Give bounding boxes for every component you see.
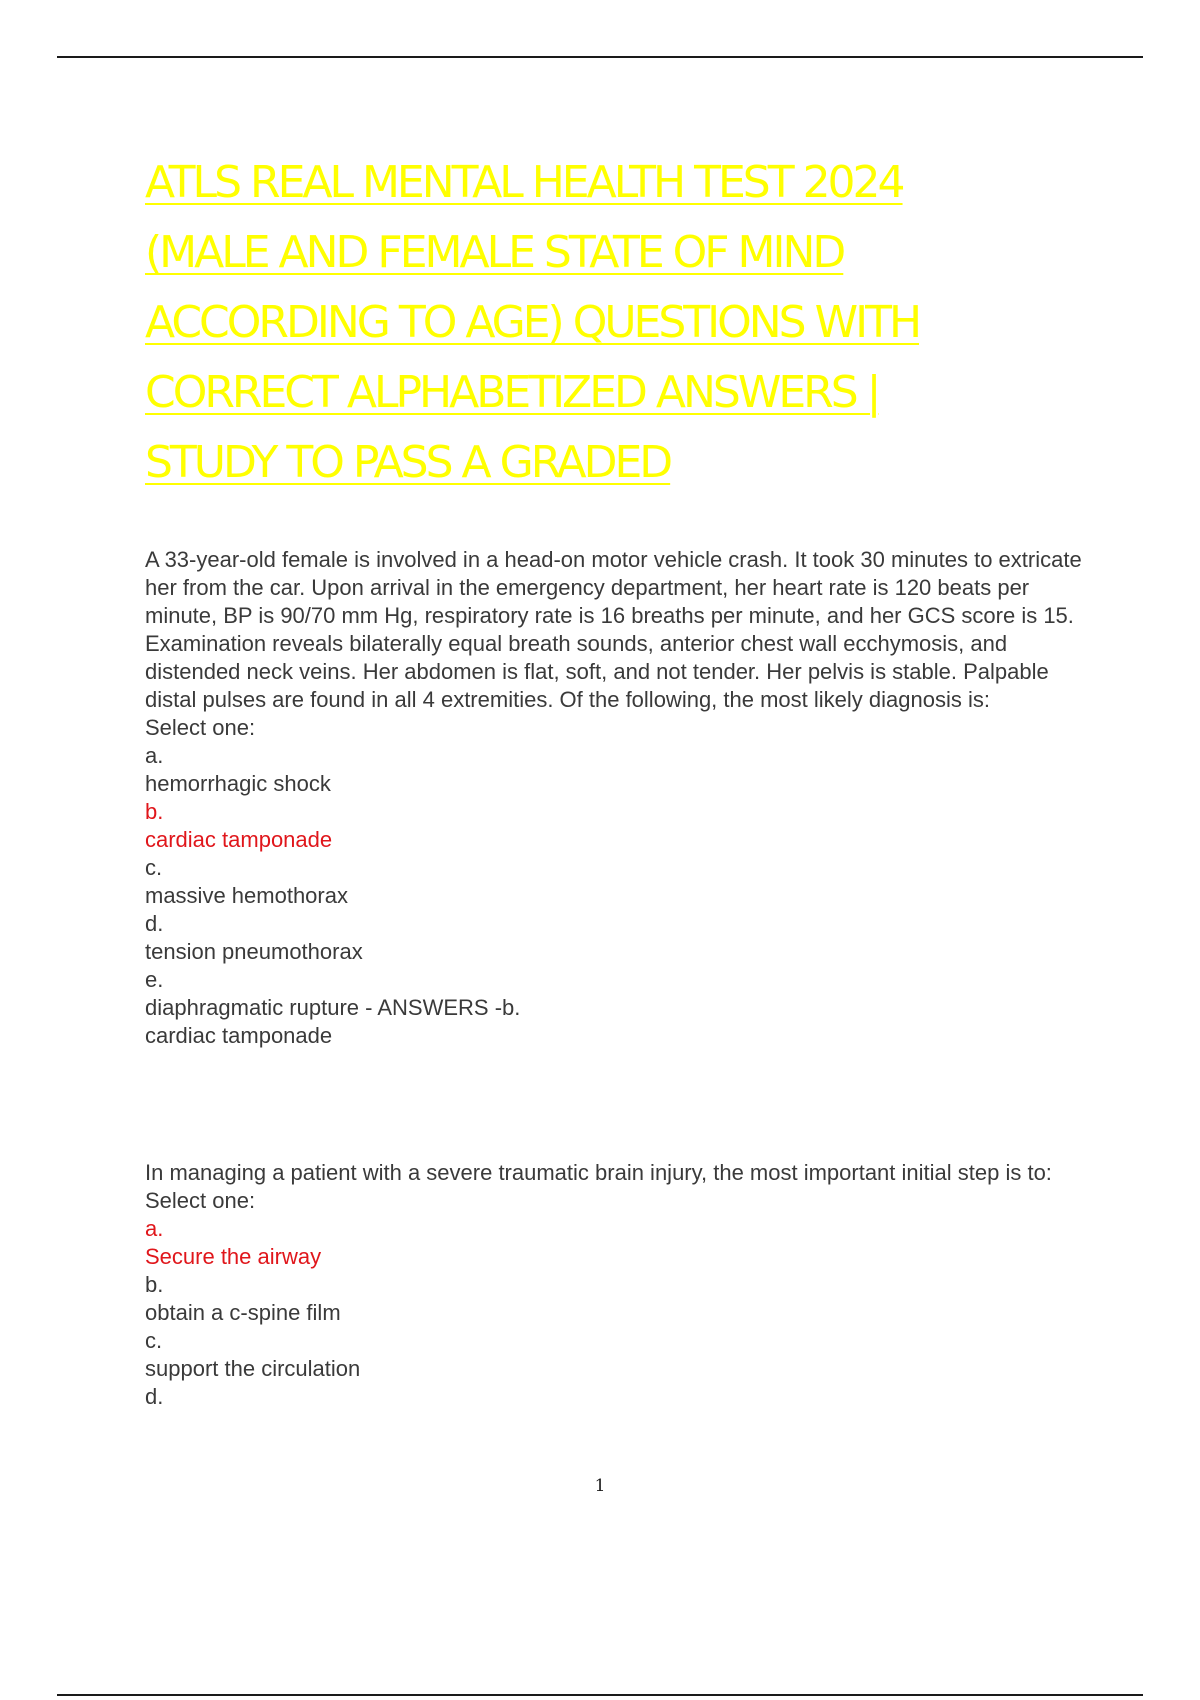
- question-1-stem: A 33-year-old female is involved in a head-on motor vehicle crash. It took 30 minutes to extricate her from the car. Upon arrival in the emergency department, her heart rate is 120 beats per minute, BP is 90/70 mm Hg, respiratory rate is 16 breaths per minute, and her GCS score is 15.: [145, 547, 1082, 628]
- option-d-text: tension pneumothorax: [145, 939, 363, 964]
- option-c-text: support the circulation: [145, 1356, 361, 1381]
- document-title: [145, 148, 1065, 498]
- header-rule: [57, 56, 1143, 58]
- option-b-letter-correct: b.: [145, 799, 164, 824]
- option-b-text-correct: cardiac tamponade: [145, 827, 333, 852]
- title-line: ACCORDING TO AGE) QUESTIONS WITH: [145, 297, 920, 348]
- option-c-letter: c.: [145, 855, 163, 880]
- title-line: (MALE AND FEMALE STATE OF MIND: [145, 227, 844, 278]
- title-line: CORRECT ALPHABETIZED ANSWERS |: [145, 367, 879, 418]
- option-a-letter: a.: [145, 743, 164, 768]
- option-d-letter: d.: [145, 911, 164, 936]
- answer-text: cardiac tamponade: [145, 1023, 333, 1048]
- option-d-letter: d.: [145, 1384, 164, 1409]
- option-b-letter: b.: [145, 1272, 164, 1297]
- option-b-text: obtain a c-spine film: [145, 1300, 341, 1325]
- option-a-letter-correct: a.: [145, 1216, 164, 1241]
- select-one-label: Select one:: [145, 715, 256, 740]
- question-2-stem: In managing a patient with a severe traumatic brain injury, the most important initial step is to:: [145, 1160, 1052, 1185]
- option-c-text: massive hemothorax: [145, 883, 348, 908]
- question-1-stem-continued: Examination reveals bilaterally equal breath sounds, anterior chest wall ecchymosis, and distended neck veins. Her abdomen is flat, soft, and not tender. Her pelvis is stable. Palpable distal pulses are found in all 4 extremities. Of the following, the most likely diagnosis is:: [145, 631, 1049, 712]
- page-number: 1: [594, 1476, 606, 1496]
- footer-rule: [57, 1694, 1143, 1696]
- option-e-letter: e.: [145, 967, 164, 992]
- title-line: STUDY TO PASS A GRADED: [145, 437, 671, 488]
- question-1: [145, 546, 1100, 1050]
- title-line: ATLS REAL MENTAL HEALTH TEST 2024: [145, 157, 903, 208]
- option-c-letter: c.: [145, 1328, 163, 1353]
- option-a-text: hemorrhagic shock: [145, 771, 331, 796]
- select-one-label: Select one:: [145, 1188, 256, 1213]
- option-e-text-with-answer: diaphragmatic rupture - ANSWERS -b.: [145, 995, 521, 1020]
- option-a-text-correct: Secure the airway: [145, 1244, 322, 1269]
- question-2: [145, 1159, 1100, 1411]
